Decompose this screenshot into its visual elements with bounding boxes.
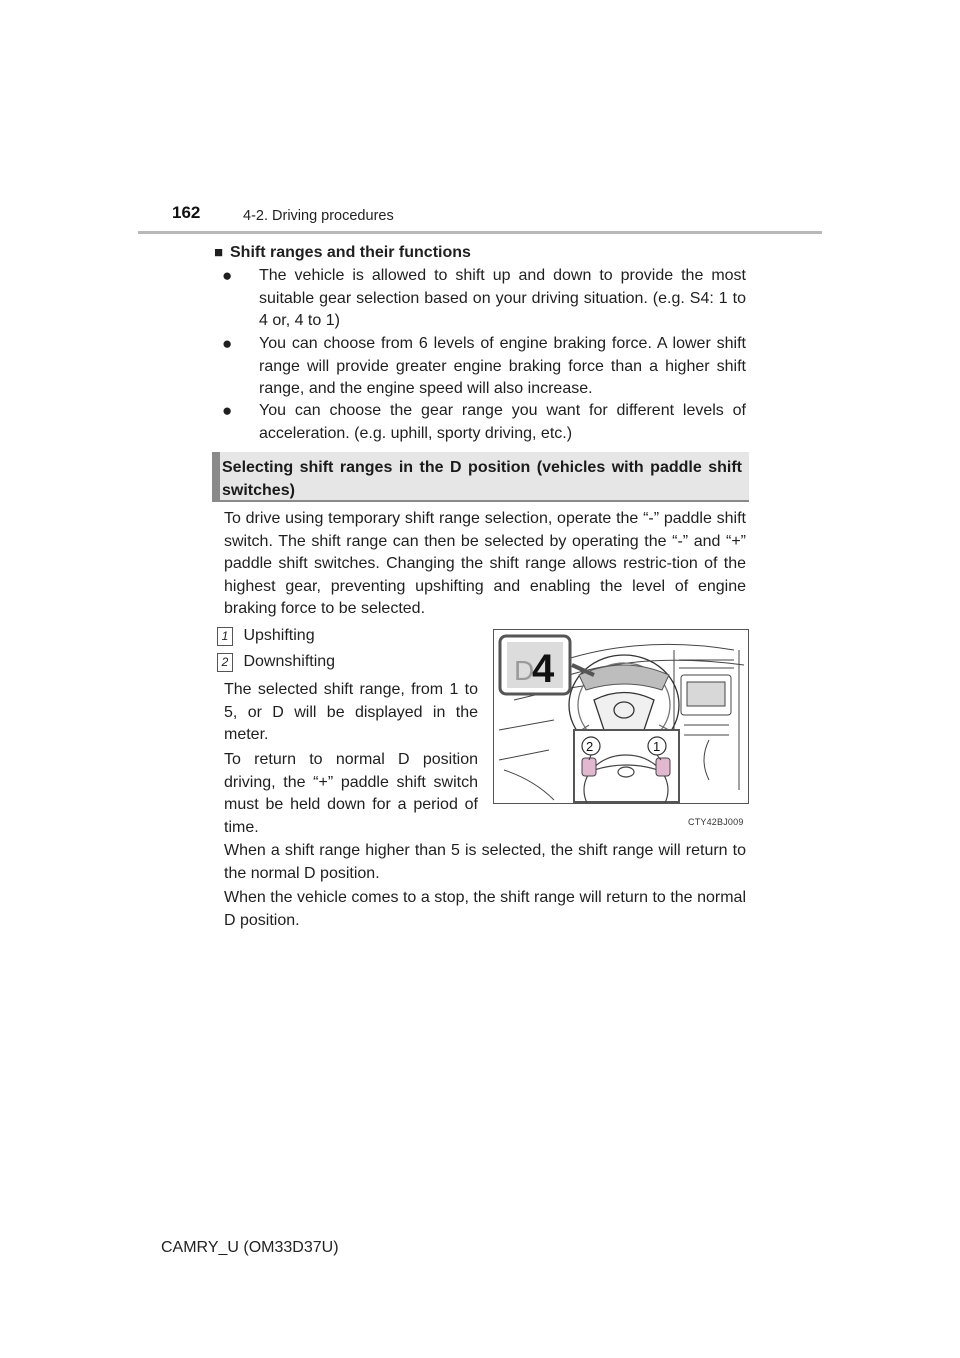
callout-2-label: 2 bbox=[586, 739, 594, 754]
return-paragraph: To return to normal D position driving, the “+” paddle shift switch must be held down for a period of time. bbox=[224, 751, 478, 836]
bullet-icon: ● bbox=[222, 401, 233, 420]
bullet-text: You can choose the gear range you want for different levels of acceleration. (e.g. uphill, sporty driving, etc.) bbox=[259, 402, 746, 442]
stop-paragraph: When the vehicle comes to a stop, the shift range will return to the normal D position. bbox=[224, 889, 746, 929]
page-number: 162 bbox=[172, 203, 201, 222]
steering-wheel-illustration bbox=[493, 629, 749, 804]
section-label: 4-2. Driving procedures bbox=[243, 208, 394, 224]
legend-label: Downshifting bbox=[243, 653, 336, 670]
gear-number: 4 bbox=[532, 647, 555, 691]
bullet-icon: ● bbox=[222, 266, 233, 285]
square-bullet-icon: ■ bbox=[214, 244, 224, 261]
subheading-text: Shift ranges and their functions bbox=[230, 244, 471, 261]
dashboard-drawing bbox=[494, 630, 749, 804]
bullet-text: You can choose from 6 levels of engine braking force. A lower shift range will provide greater engine braking force than a higher shift range, and the engine speed will also increase. bbox=[259, 335, 746, 397]
intro-paragraph: To drive using temporary shift range selection, operate the “-” paddle shift switch. The shift range can then be selected by operating the “-” and “+” paddle shift switches. Changing the shift range allows restric-tion of the highest gear, preventing upshifting and enabling the level of engine braking force to be selected. bbox=[224, 510, 746, 617]
number-badge: 1 bbox=[217, 627, 233, 646]
meter-paragraph: The selected shift range, from 1 to 5, or D will be displayed in the meter. bbox=[224, 681, 478, 743]
bullet-item bbox=[222, 400, 746, 445]
legend-label: Upshifting bbox=[243, 627, 315, 644]
bullet-item bbox=[222, 333, 746, 401]
legend-item-upshifting bbox=[217, 625, 315, 648]
bullet-icon: ● bbox=[222, 334, 233, 353]
figure-caption: CTY42BJ009 bbox=[688, 817, 744, 827]
footer-model: CAMRY_U (OM33D37U) bbox=[161, 1239, 339, 1256]
bullet-text: The vehicle is allowed to shift up and down to provide the most suitable gear selection based on your driving situation. (e.g. S4: 1 to 4 or, 4 to 1) bbox=[259, 267, 746, 329]
bullet-item bbox=[222, 265, 746, 333]
gear-letter: D bbox=[514, 655, 535, 686]
header-divider bbox=[138, 231, 822, 234]
higher-range-paragraph: When a shift range higher than 5 is selected, the shift range will return to the normal D position. bbox=[224, 842, 746, 882]
subheading-shift-ranges bbox=[214, 242, 754, 265]
callout-1-label: 1 bbox=[653, 739, 661, 754]
number-badge: 2 bbox=[217, 653, 233, 672]
section-title: Selecting shift ranges in the D position (vehicles with paddle shift switches) bbox=[222, 459, 742, 499]
legend-item-downshifting bbox=[217, 651, 335, 674]
